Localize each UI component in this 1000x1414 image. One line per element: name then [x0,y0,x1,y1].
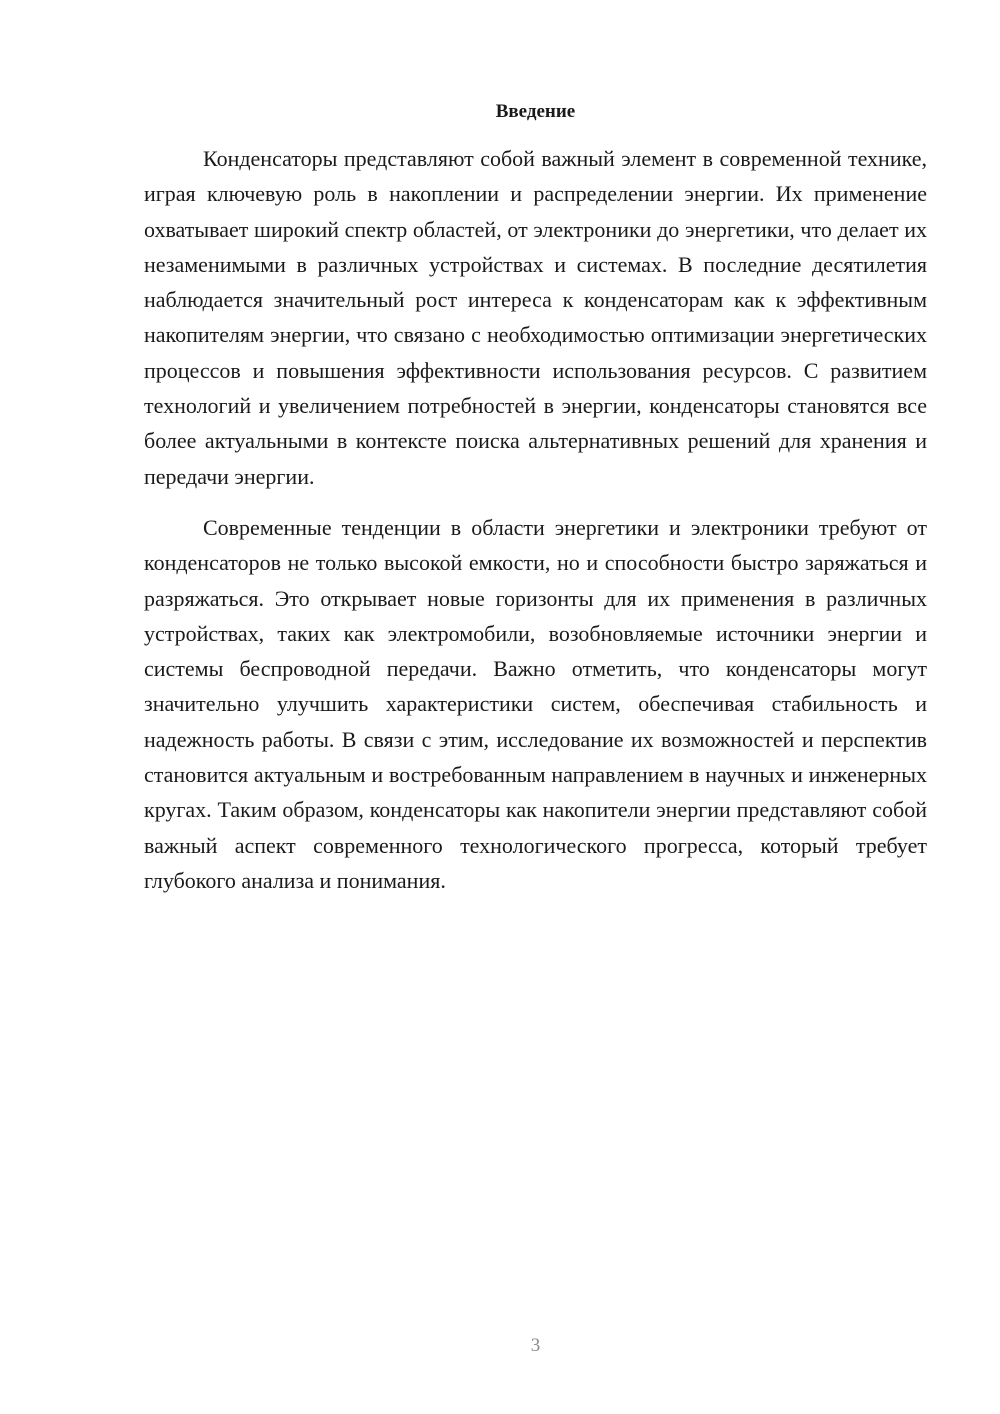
paragraph-1: Конденсаторы представляют собой важный элемент в современной технике, играя ключевую роль в накоплении и распределении энергии. Их применение охватывает широкий спектр областей, от электроники до энергетики, что делает их незаменимыми в различных устройствах и системах. В последние десятилетия наблюдается значительный рост интереса к конденсаторам как к эффективным накопителям энергии, что связано с необходимостью оптимизации энергетических процессов и повышения эффективности использования ресурсов. С развитием технологий и увеличением потребностей в энергии, конденсаторы становятся все более актуальными в контексте поиска альтернативных решений для хранения и передачи энергии. [144,146,927,489]
page-number: 3 [530,1335,541,1356]
paragraph-2: Современные тенденции в области энергетики и электроники требуют от конденсаторов не только высокой емкости, но и способности быстро заряжаться и разряжаться. Это открывает новые горизонты для их применения в различных устройствах, таких как электромобили, возобновляемые источники энергии и системы беспроводной передачи. Важно отметить, что конденсаторы могут значительно улучшить характеристики систем, обеспечивая стабильность и надежность работы. В связи с этим, исследование их возможностей и перспектив становится актуальным и востребованным направлением в научных и инженерных кругах. Таким образом, конденсаторы как накопители энергии представляют собой важный аспект современного технологического прогресса, который требует глубокого анализа и понимания. [144,514,927,893]
page-content [144,96,927,898]
section-title: Введение [495,101,576,122]
